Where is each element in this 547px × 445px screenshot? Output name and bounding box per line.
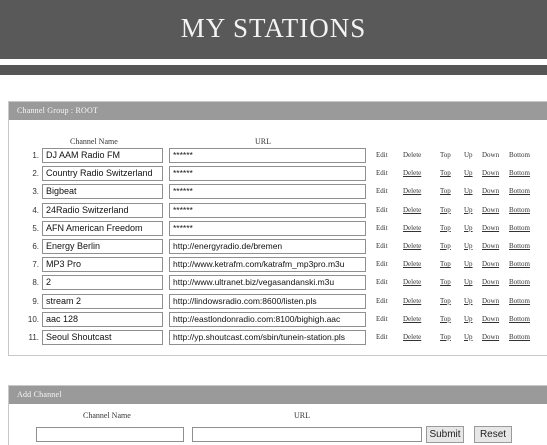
channel-row xyxy=(9,311,547,329)
row-number: 6. xyxy=(32,241,39,251)
reset-button[interactable]: Reset xyxy=(474,426,512,443)
url-column-header: URL xyxy=(255,137,271,146)
top-link[interactable]: Top xyxy=(440,296,451,305)
channel-row xyxy=(9,165,547,183)
channel-name-field[interactable]: AFN American Freedom xyxy=(42,221,163,236)
channel-row xyxy=(9,202,547,220)
up-link[interactable]: Up xyxy=(464,205,473,214)
add-channel-name-input[interactable] xyxy=(36,427,184,442)
channel-row xyxy=(9,183,547,201)
top-link[interactable]: Top xyxy=(440,187,451,196)
edit-link[interactable]: Edit xyxy=(376,296,388,305)
row-actions xyxy=(367,333,545,343)
row-number: 8. xyxy=(32,278,39,288)
page-header xyxy=(0,0,547,59)
channel-name-field[interactable]: Country Radio Switzerland xyxy=(42,166,163,181)
down-link[interactable]: Down xyxy=(482,151,500,159)
up-link[interactable]: Up xyxy=(464,223,473,232)
row-number: 2. xyxy=(32,169,39,179)
channel-name-column-header: Channel Name xyxy=(70,137,118,146)
edit-link[interactable]: Edit xyxy=(376,260,388,269)
bottom-link[interactable]: Bottom xyxy=(509,332,531,341)
down-link[interactable]: Down xyxy=(482,278,500,287)
delete-link[interactable]: Delete xyxy=(403,314,422,323)
delete-link[interactable]: Delete xyxy=(403,278,422,287)
channel-name-field[interactable]: MP3 Pro xyxy=(42,257,163,272)
row-actions xyxy=(367,315,545,325)
bottom-link[interactable]: Bottom xyxy=(509,296,531,305)
row-actions xyxy=(367,187,545,197)
channel-row xyxy=(9,220,547,238)
channel-row xyxy=(9,238,547,256)
down-link[interactable]: Down xyxy=(482,223,500,232)
up-link[interactable]: Up xyxy=(464,241,473,250)
channel-name-field[interactable]: 24Radio Switzerland xyxy=(42,203,163,218)
channel-row xyxy=(9,274,547,292)
edit-link[interactable]: Edit xyxy=(376,241,388,250)
row-number: 10. xyxy=(27,314,39,324)
top-link[interactable]: Top xyxy=(440,223,451,232)
down-link[interactable]: Down xyxy=(482,205,500,214)
channel-url-field[interactable]: ****** xyxy=(169,184,366,199)
row-number: 9. xyxy=(32,296,39,306)
add-channel-url-label: URL xyxy=(294,411,310,420)
channel-url-field[interactable]: ****** xyxy=(169,221,366,236)
add-channel-panel xyxy=(8,385,547,445)
up-link[interactable]: Up xyxy=(464,332,473,341)
edit-link[interactable]: Edit xyxy=(376,169,388,178)
up-link[interactable]: Up xyxy=(464,314,473,323)
add-channel-title: Add Channel xyxy=(9,386,547,404)
down-link[interactable]: Down xyxy=(482,260,500,269)
top-link[interactable]: Top xyxy=(440,278,451,287)
up-link[interactable]: Up xyxy=(464,296,473,305)
channel-row xyxy=(9,147,547,165)
channel-url-field[interactable]: http://www.ketrafm.com/katrafm_mp3pro.m3u xyxy=(169,257,366,272)
channel-row xyxy=(9,293,547,311)
row-actions xyxy=(367,297,545,307)
up-link[interactable]: Up xyxy=(464,260,473,269)
top-link[interactable]: Top xyxy=(440,260,451,269)
channel-name-field[interactable]: stream 2 xyxy=(42,294,163,309)
submit-button[interactable]: Submit xyxy=(426,426,464,443)
row-actions xyxy=(367,278,545,288)
bottom-link[interactable]: Bottom xyxy=(509,169,531,178)
add-channel-name-label: Channel Name xyxy=(83,411,131,420)
bottom-link[interactable]: Bottom xyxy=(509,314,531,323)
channel-name-field[interactable]: Energy Berlin xyxy=(42,239,163,254)
row-actions xyxy=(367,224,545,234)
channel-row xyxy=(9,329,547,347)
down-link[interactable]: Down xyxy=(482,169,500,178)
channel-url-field[interactable]: http://energyradio.de/bremen xyxy=(169,239,366,254)
row-actions xyxy=(367,151,545,161)
channel-name-field[interactable]: aac 128 xyxy=(42,312,163,327)
row-number: 11. xyxy=(28,332,39,342)
channel-list xyxy=(9,147,547,347)
channel-url-field[interactable]: http://www.ultranet.biz/vegasandanski.m3u xyxy=(169,275,366,290)
bottom-link[interactable]: Bottom xyxy=(509,278,531,287)
delete-link[interactable]: Delete xyxy=(403,169,422,178)
channel-url-field[interactable]: ****** xyxy=(169,148,366,163)
edit-link[interactable]: Edit xyxy=(376,314,388,323)
bottom-link[interactable]: Bottom xyxy=(509,151,531,159)
channel-url-field[interactable]: ****** xyxy=(169,166,366,181)
top-link[interactable]: Top xyxy=(440,205,451,214)
down-link[interactable]: Down xyxy=(482,296,500,305)
down-link[interactable]: Down xyxy=(482,187,500,196)
up-link[interactable]: Up xyxy=(464,278,473,287)
channel-name-field[interactable]: Bigbeat xyxy=(42,184,163,199)
edit-link[interactable]: Edit xyxy=(376,187,388,196)
top-link[interactable]: Top xyxy=(440,151,451,159)
bottom-link[interactable]: Bottom xyxy=(509,260,531,269)
edit-link[interactable]: Edit xyxy=(376,151,388,159)
row-number: 4. xyxy=(32,205,39,215)
edit-link[interactable]: Edit xyxy=(376,205,388,214)
channel-url-field[interactable]: ****** xyxy=(169,203,366,218)
delete-link[interactable]: Delete xyxy=(403,241,422,250)
channel-url-field[interactable]: http://lindowsradio.com:8600/listen.pls xyxy=(169,294,366,309)
delete-link[interactable]: Delete xyxy=(403,260,422,269)
bottom-link[interactable]: Bottom xyxy=(509,223,531,232)
channel-url-field[interactable]: http://eastlondonradio.com:8100/bighigh.aac xyxy=(169,312,366,327)
edit-link[interactable]: Edit xyxy=(376,278,388,287)
bottom-link[interactable]: Bottom xyxy=(509,241,531,250)
channel-row xyxy=(9,256,547,274)
add-channel-url-input[interactable] xyxy=(192,427,422,442)
channel-name-field[interactable]: DJ AAM Radio FM xyxy=(42,148,163,163)
top-link[interactable]: Top xyxy=(440,241,451,250)
edit-link[interactable]: Edit xyxy=(376,223,388,232)
channel-name-field[interactable]: 2 xyxy=(42,275,163,290)
page-title: MY STATIONS xyxy=(180,13,367,43)
bottom-link[interactable]: Bottom xyxy=(509,187,531,196)
channel-url-field[interactable]: http://yp.shoutcast.com/sbin/tunein-station.pls xyxy=(169,330,366,345)
top-link[interactable]: Top xyxy=(440,314,451,323)
row-number: 1. xyxy=(32,151,39,160)
row-actions xyxy=(367,169,545,179)
top-link[interactable]: Top xyxy=(440,169,451,178)
row-number: 3. xyxy=(32,187,39,197)
down-link[interactable]: Down xyxy=(482,314,500,323)
delete-link[interactable]: Delete xyxy=(403,332,422,341)
delete-link[interactable]: Delete xyxy=(403,296,422,305)
delete-link[interactable]: Delete xyxy=(403,223,422,232)
up-link[interactable]: Up xyxy=(464,187,473,196)
header-divider xyxy=(0,65,547,75)
delete-link[interactable]: Delete xyxy=(403,187,422,196)
down-link[interactable]: Down xyxy=(482,332,500,341)
row-actions xyxy=(367,260,545,270)
down-link[interactable]: Down xyxy=(482,241,500,250)
delete-link[interactable]: Delete xyxy=(403,151,422,159)
delete-link[interactable]: Delete xyxy=(403,205,422,214)
edit-link[interactable]: Edit xyxy=(376,332,388,341)
top-link[interactable]: Top xyxy=(440,332,451,341)
row-actions xyxy=(367,242,545,252)
row-actions xyxy=(367,206,545,216)
bottom-link[interactable]: Bottom xyxy=(509,205,531,214)
channel-group-panel xyxy=(8,101,547,356)
row-number: 5. xyxy=(32,223,39,233)
channel-name-field[interactable]: Seoul Shoutcast xyxy=(42,330,163,345)
row-number: 7. xyxy=(32,260,39,270)
up-link[interactable]: Up xyxy=(464,169,473,178)
up-link[interactable]: Up xyxy=(464,151,473,159)
channel-group-title: Channel Group : ROOT xyxy=(9,102,547,120)
